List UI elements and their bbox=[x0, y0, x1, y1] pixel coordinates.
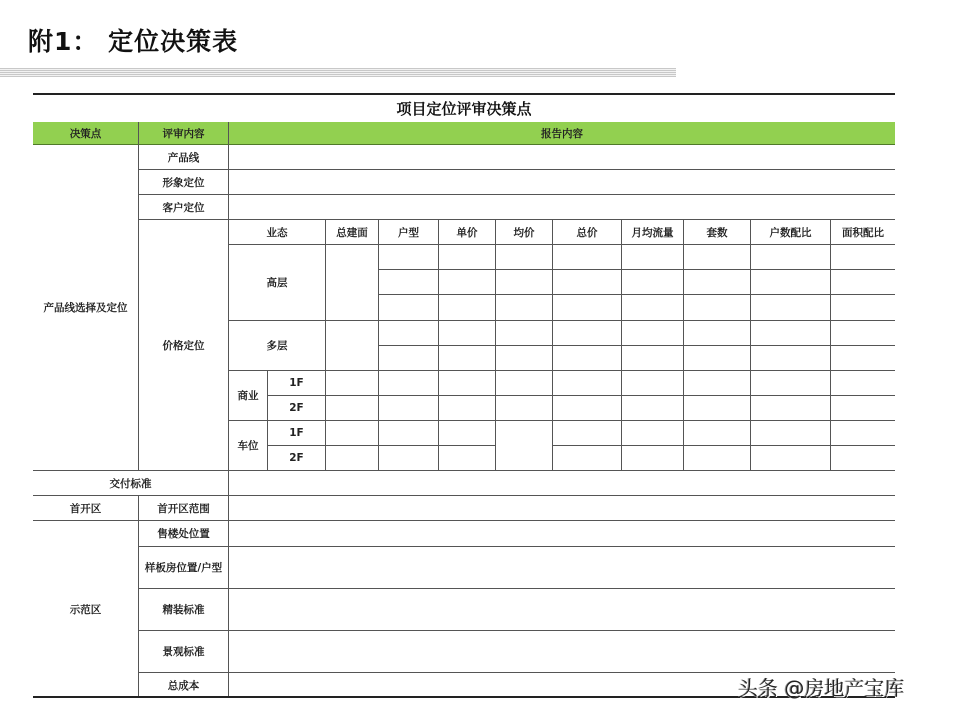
report-cell-show-unit-location[interactable] bbox=[229, 547, 895, 589]
section-first-phase: 首开区 bbox=[33, 496, 139, 521]
data-cell[interactable] bbox=[379, 371, 439, 396]
data-cell[interactable] bbox=[622, 245, 684, 270]
data-cell[interactable] bbox=[751, 396, 831, 421]
data-cell[interactable] bbox=[379, 446, 439, 471]
table-title: 项目定位评审决策点 bbox=[33, 95, 895, 122]
data-cell[interactable] bbox=[496, 396, 553, 421]
data-cell[interactable] bbox=[553, 421, 622, 446]
data-cell[interactable] bbox=[379, 245, 439, 270]
data-cell[interactable] bbox=[751, 446, 831, 471]
data-cell[interactable] bbox=[496, 245, 553, 270]
data-cell[interactable] bbox=[326, 396, 379, 421]
item-show-unit-location: 样板房位置/户型 bbox=[139, 547, 229, 589]
data-cell[interactable] bbox=[751, 321, 831, 346]
data-cell[interactable] bbox=[439, 346, 496, 371]
data-cell[interactable] bbox=[326, 321, 379, 371]
data-cell[interactable] bbox=[379, 396, 439, 421]
report-cell-sales-office-location[interactable] bbox=[229, 521, 895, 547]
data-cell[interactable] bbox=[831, 371, 895, 396]
data-cell[interactable] bbox=[326, 446, 379, 471]
data-cell[interactable] bbox=[379, 421, 439, 446]
data-cell[interactable] bbox=[496, 421, 553, 471]
data-cell[interactable] bbox=[684, 295, 751, 321]
row-high-rise: 高层 bbox=[229, 245, 326, 321]
data-cell[interactable] bbox=[831, 421, 895, 446]
data-cell[interactable] bbox=[684, 446, 751, 471]
report-cell-first-phase-scope[interactable] bbox=[229, 496, 895, 521]
data-cell[interactable] bbox=[684, 346, 751, 371]
report-cell-product-line[interactable] bbox=[229, 145, 895, 170]
data-cell[interactable] bbox=[439, 446, 496, 471]
data-cell[interactable] bbox=[326, 371, 379, 396]
item-fitout-standard: 精装标准 bbox=[139, 589, 229, 631]
data-cell[interactable] bbox=[439, 245, 496, 270]
item-sales-office-location: 售楼处位置 bbox=[139, 521, 229, 547]
item-image-positioning: 形象定位 bbox=[139, 170, 229, 195]
item-landscape-standard: 景观标准 bbox=[139, 631, 229, 673]
data-cell[interactable] bbox=[751, 245, 831, 270]
data-cell[interactable] bbox=[751, 346, 831, 371]
title-divider bbox=[0, 68, 676, 77]
data-cell[interactable] bbox=[439, 396, 496, 421]
col-monthly-traffic: 月均流量 bbox=[622, 220, 684, 245]
data-cell[interactable] bbox=[831, 321, 895, 346]
col-unit-type: 户型 bbox=[379, 220, 439, 245]
data-cell[interactable] bbox=[553, 245, 622, 270]
col-area-ratio: 面积配比 bbox=[831, 220, 895, 245]
data-cell[interactable] bbox=[684, 371, 751, 396]
data-cell[interactable] bbox=[553, 396, 622, 421]
col-unit-count: 套数 bbox=[684, 220, 751, 245]
data-cell[interactable] bbox=[553, 295, 622, 321]
row-commercial: 商业 bbox=[229, 371, 268, 421]
section-product-line: 产品线选择及定位 bbox=[33, 145, 139, 471]
data-cell[interactable] bbox=[622, 396, 684, 421]
data-cell[interactable] bbox=[496, 371, 553, 396]
data-cell[interactable] bbox=[831, 245, 895, 270]
data-cell[interactable] bbox=[326, 421, 379, 446]
item-customer-positioning: 客户定位 bbox=[139, 195, 229, 220]
item-price-positioning: 价格定位 bbox=[139, 220, 229, 471]
data-cell[interactable] bbox=[831, 396, 895, 421]
data-cell[interactable] bbox=[496, 295, 553, 321]
row-multi-storey: 多层 bbox=[229, 321, 326, 371]
report-cell-customer-positioning[interactable] bbox=[229, 195, 895, 220]
watermark: 头条 @房地产宝库 bbox=[738, 676, 905, 700]
page-title: 附1： 定位决策表 bbox=[28, 27, 239, 56]
col-format: 业态 bbox=[229, 220, 326, 245]
data-cell[interactable] bbox=[684, 321, 751, 346]
data-cell[interactable] bbox=[751, 371, 831, 396]
data-cell[interactable] bbox=[831, 295, 895, 321]
data-cell[interactable] bbox=[831, 446, 895, 471]
header-review-content: 评审内容 bbox=[139, 122, 229, 145]
section-showcase: 示范区 bbox=[33, 521, 139, 697]
data-cell[interactable] bbox=[553, 270, 622, 295]
data-cell[interactable] bbox=[439, 295, 496, 321]
report-cell-fitout-standard[interactable] bbox=[229, 589, 895, 631]
data-cell[interactable] bbox=[553, 446, 622, 471]
data-cell[interactable] bbox=[439, 421, 496, 446]
data-cell[interactable] bbox=[553, 321, 622, 346]
item-first-phase-scope: 首开区范围 bbox=[139, 496, 229, 521]
report-cell-landscape-standard[interactable] bbox=[229, 631, 895, 673]
data-cell[interactable] bbox=[496, 270, 553, 295]
col-average-price: 均价 bbox=[496, 220, 553, 245]
data-cell[interactable] bbox=[379, 270, 439, 295]
floor-parking-1f: 1F bbox=[268, 421, 326, 446]
data-cell[interactable] bbox=[439, 270, 496, 295]
data-cell[interactable] bbox=[831, 346, 895, 371]
data-cell[interactable] bbox=[751, 270, 831, 295]
section-delivery-standard: 交付标准 bbox=[33, 471, 229, 496]
col-unit-ratio: 户数配比 bbox=[751, 220, 831, 245]
data-cell[interactable] bbox=[684, 270, 751, 295]
data-cell[interactable] bbox=[622, 346, 684, 371]
data-cell[interactable] bbox=[622, 446, 684, 471]
data-cell[interactable] bbox=[622, 295, 684, 321]
data-cell[interactable] bbox=[751, 421, 831, 446]
row-parking: 车位 bbox=[229, 421, 268, 471]
header-report-content: 报告内容 bbox=[229, 122, 895, 145]
data-cell[interactable] bbox=[684, 421, 751, 446]
floor-parking-2f: 2F bbox=[268, 446, 326, 471]
data-cell[interactable] bbox=[684, 245, 751, 270]
floor-commercial-2f: 2F bbox=[268, 396, 326, 421]
data-cell[interactable] bbox=[622, 321, 684, 346]
report-cell-delivery-standard[interactable] bbox=[229, 471, 895, 496]
floor-commercial-1f: 1F bbox=[268, 371, 326, 396]
data-cell[interactable] bbox=[379, 295, 439, 321]
data-cell[interactable] bbox=[496, 321, 553, 346]
header-decision-point: 决策点 bbox=[33, 122, 139, 145]
data-cell[interactable] bbox=[751, 295, 831, 321]
data-cell[interactable] bbox=[622, 371, 684, 396]
data-cell[interactable] bbox=[379, 321, 439, 346]
data-cell[interactable] bbox=[553, 371, 622, 396]
data-cell[interactable] bbox=[622, 421, 684, 446]
data-cell[interactable] bbox=[439, 371, 496, 396]
data-cell[interactable] bbox=[622, 270, 684, 295]
col-total-price: 总价 bbox=[553, 220, 622, 245]
data-cell[interactable] bbox=[439, 321, 496, 346]
col-unit-price: 单价 bbox=[439, 220, 496, 245]
data-cell[interactable] bbox=[553, 346, 622, 371]
item-product-line: 产品线 bbox=[139, 145, 229, 170]
data-cell[interactable] bbox=[684, 396, 751, 421]
data-cell[interactable] bbox=[326, 245, 379, 321]
item-total-cost: 总成本 bbox=[139, 673, 229, 697]
data-cell[interactable] bbox=[379, 346, 439, 371]
data-cell[interactable] bbox=[496, 346, 553, 371]
col-total-gfa: 总建面 bbox=[326, 220, 379, 245]
report-cell-image-positioning[interactable] bbox=[229, 170, 895, 195]
data-cell[interactable] bbox=[831, 270, 895, 295]
